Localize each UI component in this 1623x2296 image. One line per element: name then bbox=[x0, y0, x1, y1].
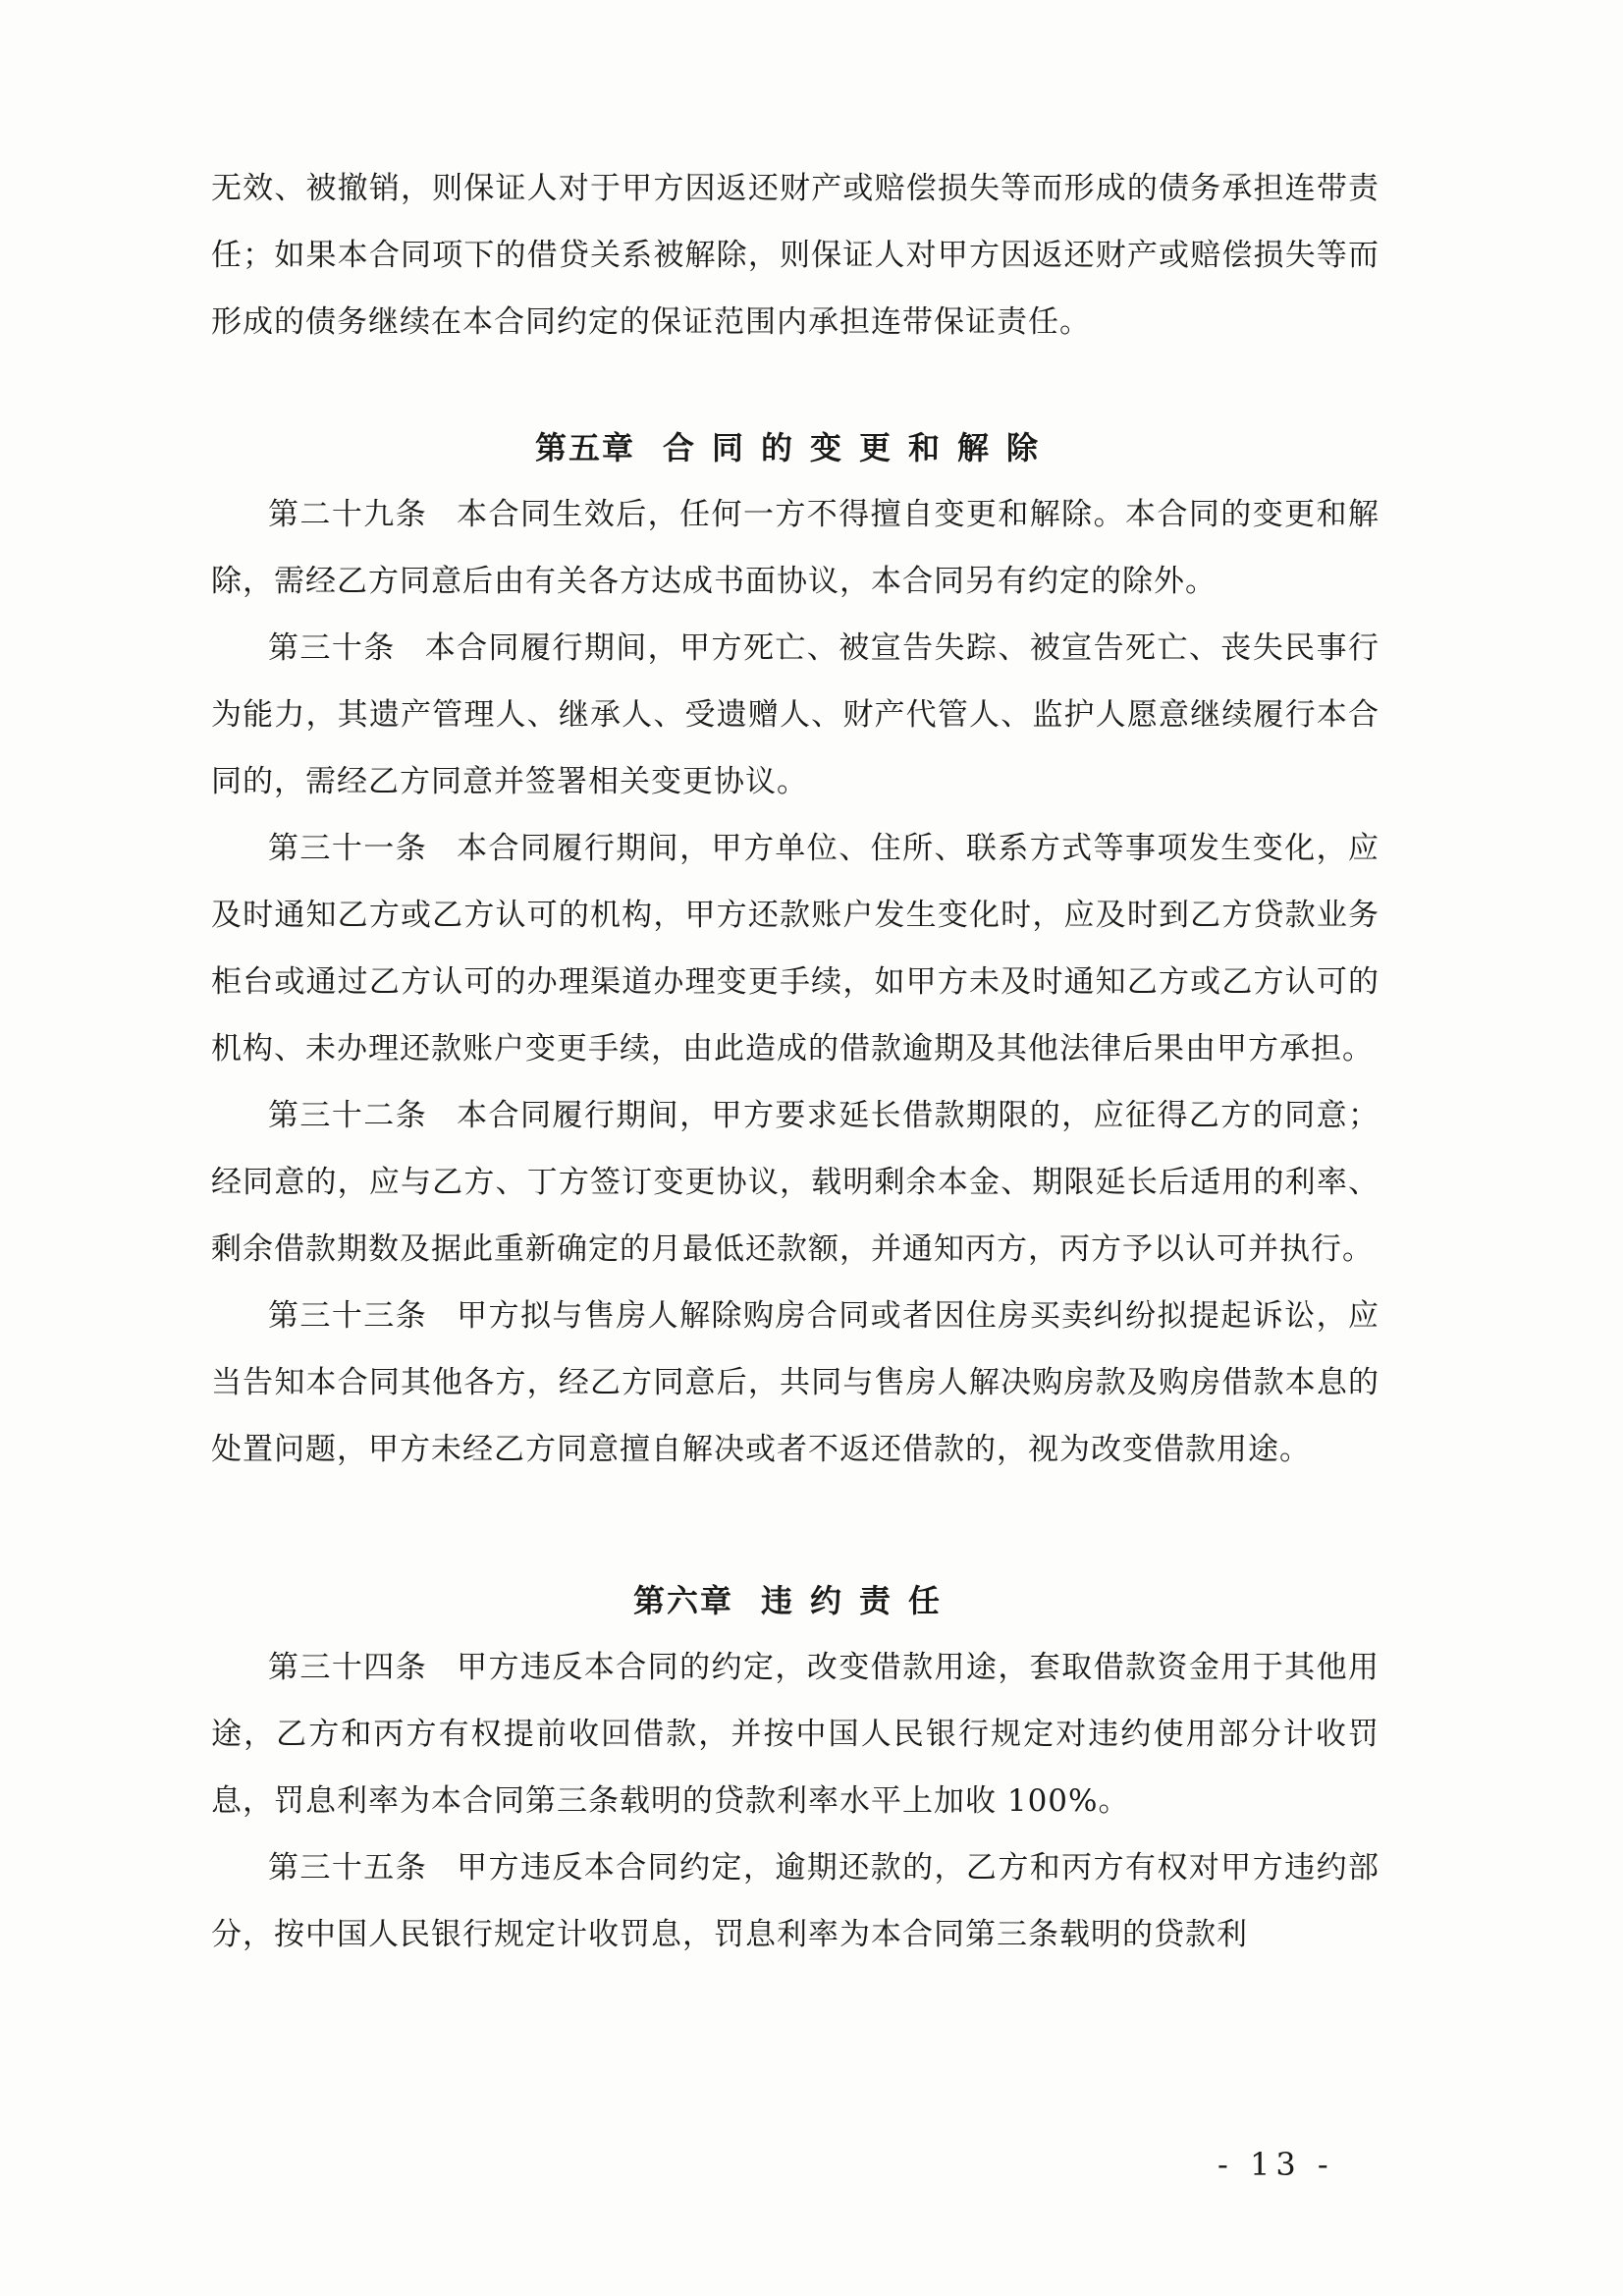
article-32-label: 第三十二条 bbox=[268, 1098, 428, 1133]
document-body bbox=[211, 155, 1380, 1968]
chapter-6-title: 违约责任 bbox=[761, 1582, 958, 1619]
chapter-5-title: 合同的变更和解除 bbox=[663, 429, 1056, 466]
section-spacer bbox=[211, 1483, 1380, 1567]
article-32 bbox=[211, 1082, 1380, 1283]
page-number: - 13 - bbox=[1217, 2146, 1334, 2183]
article-30 bbox=[211, 615, 1380, 815]
article-31-label: 第三十一条 bbox=[268, 831, 428, 866]
chapter-6-number: 第六章 bbox=[632, 1582, 733, 1619]
section-spacer bbox=[211, 355, 1380, 414]
article-34-label: 第三十四条 bbox=[268, 1650, 428, 1685]
article-35-text: 甲方违反本合同约定，逾期还款的，乙方和丙方有权对甲方违约部分，按中国人民银行规定计收罚息，罚息利率为本合同第三条载明的贷款利 bbox=[211, 1850, 1380, 1952]
article-31-text: 本合同履行期间，甲方单位、住所、联系方式等事项发生变化，应及时通知乙方或乙方认可的机构，甲方还款账户发生变化时，应及时到乙方贷款业务柜台或通过乙方认可的办理渠道办理变更手续，如甲方未及时通知乙方或乙方认可的机构、未办理还款账户变更手续，由此造成的借款逾期及其他法律后果由甲方承担。 bbox=[211, 831, 1380, 1066]
article-35-label: 第三十五条 bbox=[268, 1850, 428, 1886]
article-35 bbox=[211, 1834, 1380, 1968]
chapter-5-heading bbox=[211, 414, 1380, 481]
article-29 bbox=[211, 481, 1380, 615]
article-30-text: 本合同履行期间，甲方死亡、被宣告失踪、被宣告死亡、丧失民事行为能力，其遗产管理人、继承人、受遗赠人、财产代管人、监护人愿意继续履行本合同的，需经乙方同意并签署相关变更协议。 bbox=[211, 630, 1380, 799]
article-33-label: 第三十三条 bbox=[268, 1298, 428, 1334]
article-33-text: 甲方拟与售房人解除购房合同或者因住房买卖纠纷拟提起诉讼，应当告知本合同其他各方，经乙方同意后，共同与售房人解决购房款及购房借款本息的处置问题，甲方未经乙方同意擅自解决或者不返还借款的，视为改变借款用途。 bbox=[211, 1298, 1380, 1467]
article-33 bbox=[211, 1283, 1380, 1483]
article-32-text: 本合同履行期间，甲方要求延长借款期限的，应征得乙方的同意；经同意的，应与乙方、丁方签订变更协议，载明剩余本金、期限延长后适用的利率、剩余借款期数及据此重新确定的月最低还款额，并通知丙方，丙方予以认可并执行。 bbox=[211, 1098, 1380, 1267]
article-29-text: 本合同生效后，任何一方不得擅自变更和解除。本合同的变更和解除，需经乙方同意后由有关各方达成书面协议，本合同另有约定的除外。 bbox=[211, 497, 1380, 599]
article-34-text: 甲方违反本合同的约定，改变借款用途，套取借款资金用于其他用途，乙方和丙方有权提前收回借款，并按中国人民银行规定对违约使用部分计收罚息，罚息利率为本合同第三条载明的贷款利率水平上加收 100%。 bbox=[211, 1650, 1380, 1819]
article-29-label: 第二十九条 bbox=[268, 497, 428, 532]
intro-paragraph: 无效、被撤销，则保证人对于甲方因返还财产或赔偿损失等而形成的债务承担连带责任；如果本合同项下的借贷关系被解除，则保证人对甲方因返还财产或赔偿损失等而形成的债务继续在本合同约定的保证范围内承担连带保证责任。 bbox=[211, 171, 1380, 340]
article-30-label: 第三十条 bbox=[268, 630, 396, 666]
chapter-6-heading bbox=[211, 1567, 1380, 1634]
chapter-5-number: 第五章 bbox=[534, 429, 635, 466]
article-34 bbox=[211, 1634, 1380, 1834]
article-31 bbox=[211, 815, 1380, 1082]
